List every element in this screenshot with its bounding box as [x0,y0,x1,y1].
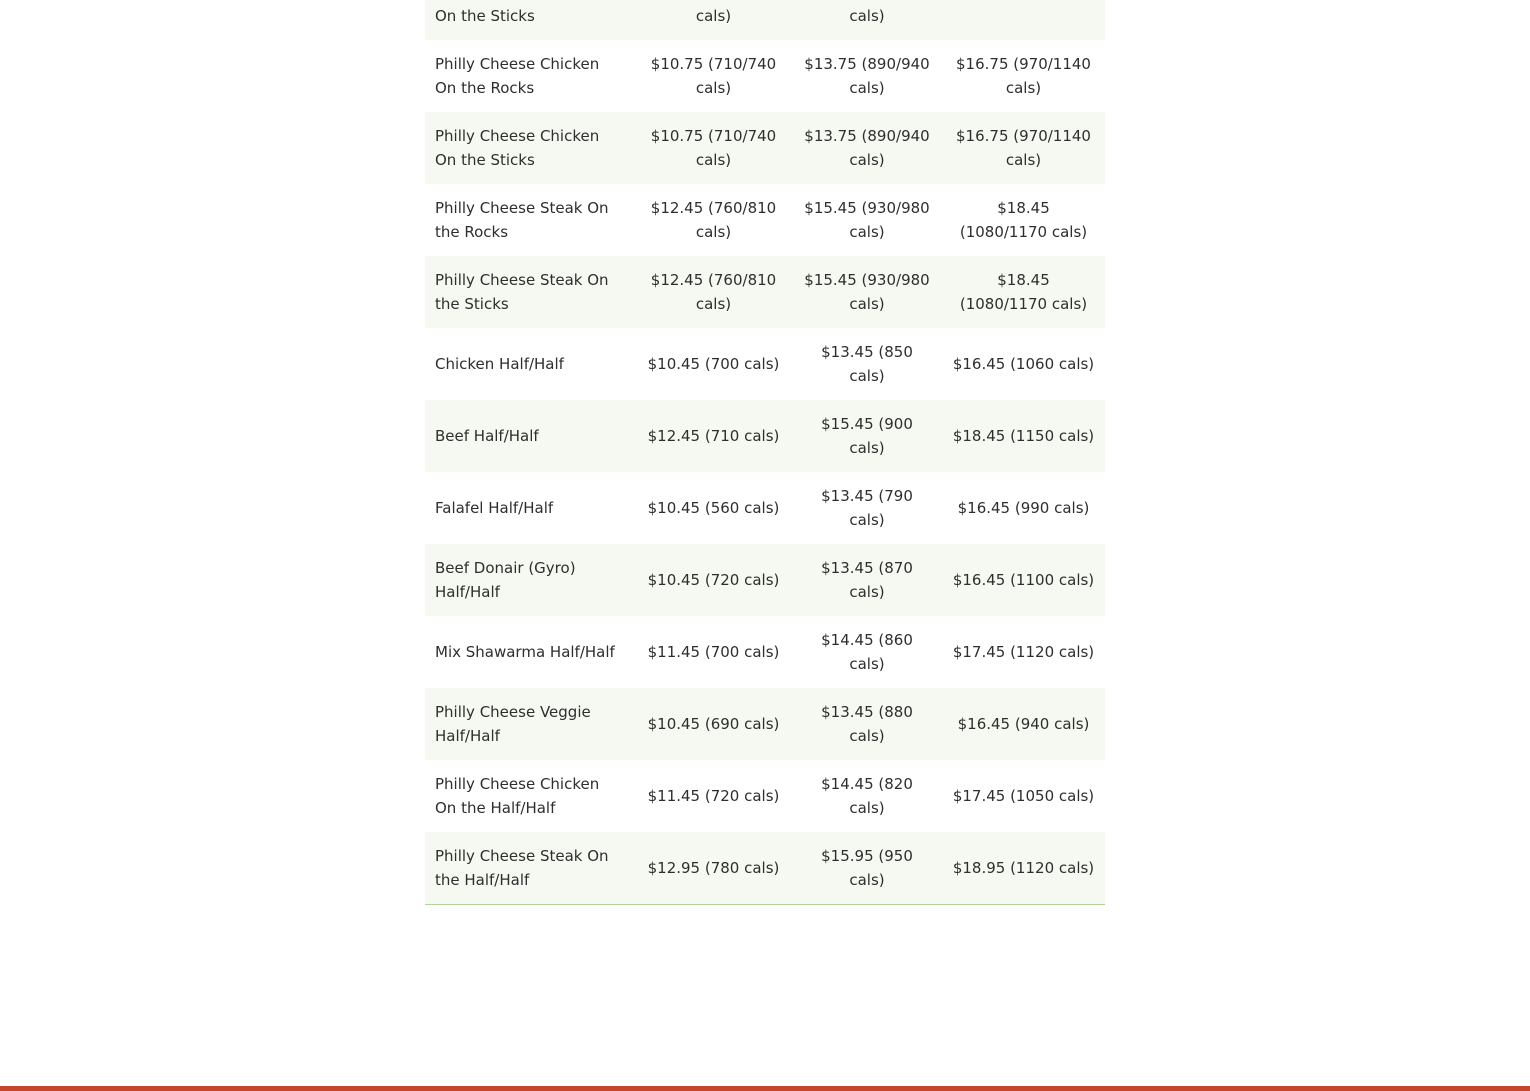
price-medium: $15.45 (930/980 cals) [804,271,930,313]
price-small: $10.45 (690 cals) [647,715,780,733]
price-large: $17.45 (1120 cals) [952,643,1095,661]
price-medium: $13.75 (890/940 cals) [804,55,930,97]
item-name: Beef Half/Half [435,427,539,445]
price-small: $10.45 (700 cals) [647,355,780,373]
table-row [425,328,1105,400]
price-small: $10.45 (720 cals) [647,571,780,589]
item-name: Mix Shawarma Half/Half [435,643,615,661]
price-medium: $15.45 (900 cals) [821,415,913,457]
price-small: $10.75 (710/740 cals) [650,55,777,97]
table-row [425,544,1105,616]
menu-price-table [425,0,1105,905]
price-small: $11.45 (700 cals) [647,643,780,661]
table-row [425,256,1105,328]
price-large: $16.75 (970/1140 cals) [956,55,1091,97]
item-name: Philly Cheese Steak On the Rocks [435,199,609,241]
item-name: Chicken Half/Half [435,355,564,373]
item-name: Philly Cheese Chicken On the Half/Half [435,775,600,817]
price-small: $10.45 (560 cals) [647,499,780,517]
price-large [942,0,1105,40]
price-small: $10.75 (710/740 cals) [650,127,777,169]
price-large: $16.45 (990 cals) [957,499,1090,517]
price-large: $18.45 (1150 cals) [952,427,1095,445]
price-large: $18.45 (1080/1170 cals) [959,271,1088,313]
item-name: Philly Cheese Chicken On the Sticks [435,127,600,169]
price-medium: $14.45 (820 cals) [821,775,913,817]
table-row [425,472,1105,544]
menu-table-container [425,0,1105,905]
price-large: $16.75 (970/1140 cals) [956,127,1091,169]
price-medium: $13.45 (850 cals) [821,343,913,385]
price-small: $12.45 (710 cals) [647,427,780,445]
item-name: Falafel Half/Half [435,499,554,517]
price-medium: $13.45 (870 cals) [821,559,913,601]
price-small: $12.95 (780 cals) [647,858,780,877]
table-row [425,184,1105,256]
price-large: $16.45 (940 cals) [957,715,1090,733]
table-row [425,0,1105,40]
price-large: $18.45 (1080/1170 cals) [959,199,1088,241]
footer-bar [0,1086,1530,1091]
item-name: Philly Cheese Chicken On the Rocks [435,55,600,97]
price-medium: $15.95 (950 cals) [821,846,913,889]
price-medium: $13.45 (790 cals) [821,487,913,529]
item-name: On the Sticks [435,7,535,25]
table-row [425,40,1105,112]
price-medium: $15.45 (930/980 cals) [804,199,930,241]
price-medium: cals) [849,7,885,25]
price-large: $18.95 (1120 cals) [952,858,1095,877]
item-name: Beef Donair (Gyro) Half/Half [435,559,576,601]
price-medium: $13.75 (890/940 cals) [804,127,930,169]
price-small: $12.45 (760/810 cals) [650,199,777,241]
table-row [425,832,1105,904]
price-large: $17.45 (1050 cals) [952,787,1095,805]
price-medium: $14.45 (860 cals) [821,631,913,673]
table-row [425,400,1105,472]
price-large: $16.45 (1100 cals) [952,571,1095,589]
item-name: Philly Cheese Veggie Half/Half [435,703,591,745]
table-row [425,688,1105,760]
table-row [425,760,1105,832]
price-small: cals) [695,7,732,25]
price-small: $11.45 (720 cals) [647,787,780,805]
table-row [425,616,1105,688]
item-name: Philly Cheese Steak On the Sticks [435,271,609,313]
price-small: $12.45 (760/810 cals) [650,271,777,313]
table-row [425,112,1105,184]
price-large: $16.45 (1060 cals) [952,355,1095,373]
item-name: Philly Cheese Steak On the Half/Half [435,846,609,889]
price-medium: $13.45 (880 cals) [821,703,913,745]
